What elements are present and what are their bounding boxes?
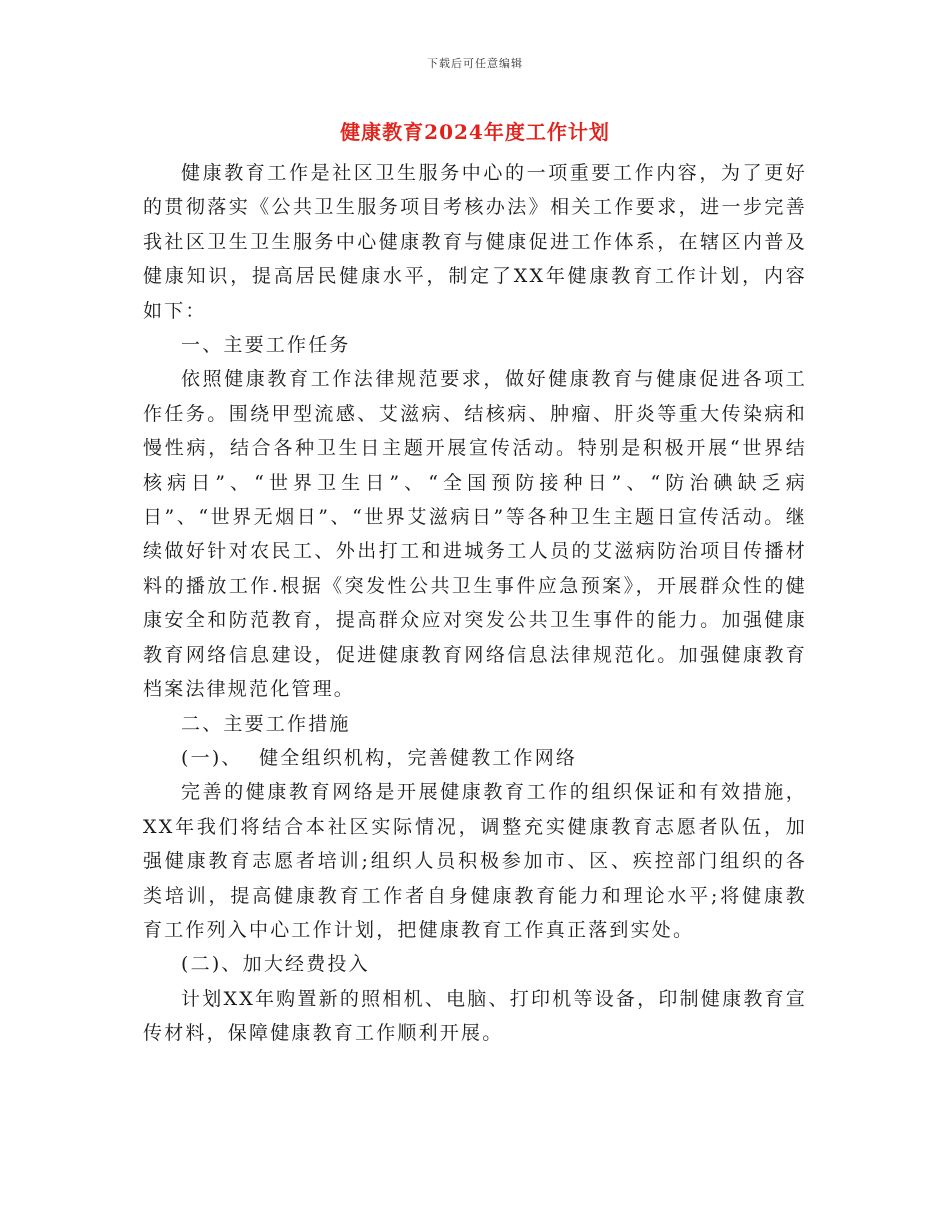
tasks-paragraph: 依照健康教育工作法律规范要求，做好健康教育与健康促进各项工作任务。围绕甲型流感、艾滋病、结核病、肿瘤、肝炎等重大传染病和慢性病，结合各种卫生日主题开展宣传活动。特别是积极开展“世界结核病日”、“世界卫生日”、“全国预防接种日”、“防治碘缺乏病日”、“世界无烟日”、“世界艾滋病日”等各种卫生主题日宣传活动。继续做好针对农民工、外出打工和进城务工人员的艾滋病防治项目传播材料的播放工作.根据《突发性公共卫生事件应急预案》，开展群众性的健康安全和防范教育，提高群众应对突发公共卫生事件的能力。加强健康教育网络信息建设，促进健康教育网络信息法律规范化。加强健康教育档案法律规范化管理。 (143, 368, 807, 701)
subheading-organization: (一)、 健全组织机构，完善健教工作网络 (181, 746, 578, 769)
document-body (143, 156, 807, 1051)
document-title: 健康教育2024年度工作计划 (340, 120, 610, 144)
funding-paragraph: 计划XX年购置新的照相机、电脑、打印机等设备，印制健康教育宣传材料，保障健康教育工作顺利开展。 (143, 987, 807, 1045)
subheading-funding: (二)、加大经费投入 (181, 953, 370, 976)
intro-paragraph: 健康教育工作是社区卫生服务中心的一项重要工作内容，为了更好的贯彻落实《公共卫生服务项目考核办法》相关工作要求，进一步完善我社区卫生卫生服务中心健康教育与健康促进工作体系，在辖区内普及健康知识，提高居民健康水平，制定了XX年健康教育工作计划，内容如下： (143, 162, 807, 322)
section-heading-tasks: 一、主要工作任务 (181, 334, 351, 357)
header-note: 下载后可任意编辑 (427, 57, 523, 70)
section-heading-measures: 二、主要工作措施 (181, 712, 351, 735)
organization-paragraph: 完善的健康教育网络是开展健康教育工作的组织保证和有效措施，XX年我们将结合本社区实际情况，调整充实健康教育志愿者队伍，加强健康教育志愿者培训;组织人员积极参加市、区、疾控部门组织的各类培训，提高健康教育工作者自身健康教育能力和理论水平;将健康教育工作列入中心工作计划，把健康教育工作真正落到实处。 (143, 781, 807, 941)
